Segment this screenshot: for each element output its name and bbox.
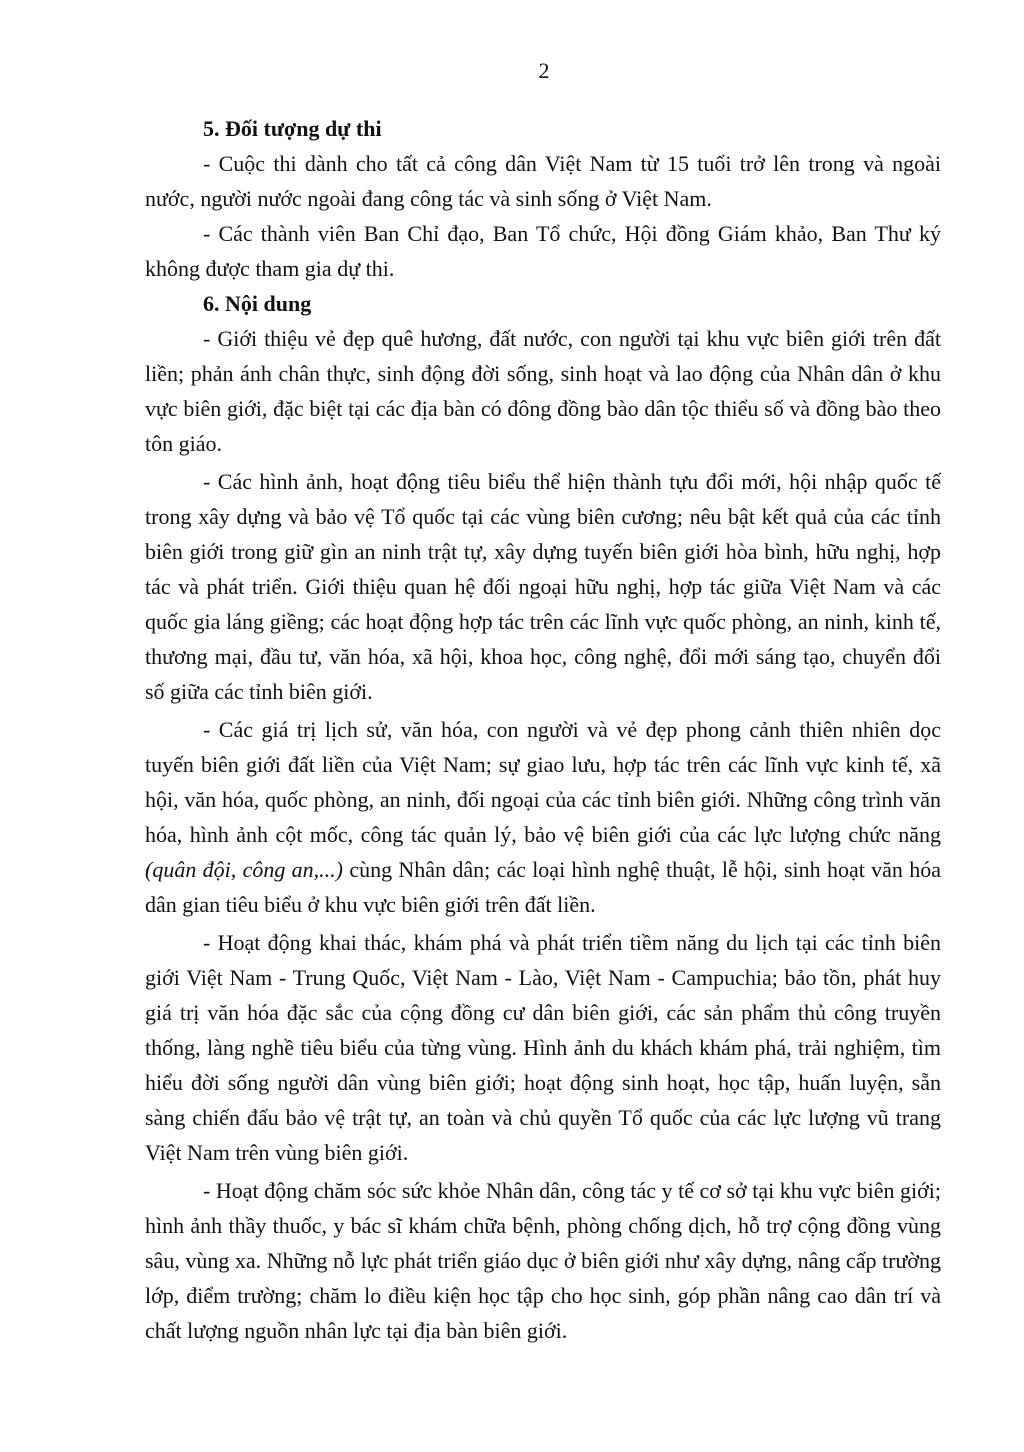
paragraph: - Giới thiệu vẻ đẹp quê hương, đất nước, con người tại khu vực biên giới trên đất liền; phản ánh chân thực, sinh động đời sống, sinh hoạt và lao động của Nhân dân ở khu vực biên giới, đặc biệt tại các địa bàn có đông đồng bào dân tộc thiểu số và đồng bào theo tôn giáo. [145, 326, 941, 456]
section-heading-participants: 5. Đối tượng dự thi [203, 116, 382, 141]
paragraph-text: - Các giá trị lịch sử, văn hóa, con người và vẻ đẹp phong cảnh thiên nhiên dọc tuyến biên giới đất liền của Việt Nam; sự giao lưu, hợp tác trên các lĩnh vực kinh tế, xã hội, văn hóa, quốc phòng, an ninh, đối ngoại của các tỉnh biên giới. Những công trình văn hóa, hình ảnh cột mốc, công tác quản lý, bảo vệ biên giới của các lực lượng chức năng [145, 717, 941, 847]
section-heading-content: 6. Nội dung [203, 291, 312, 316]
paragraph: - Hoạt động khai thác, khám phá và phát triển tiềm năng du lịch tại các tỉnh biên giới Việt Nam - Trung Quốc, Việt Nam - Lào, Việt Nam - Campuchia; bảo tồn, phát huy giá trị văn hóa đặc sắc của cộng đồng cư dân biên giới, các sản phẩm thủ công truyền thống, làng nghề tiêu biểu của từng vùng. Hình ảnh du khách khám phá, trải nghiệm, tìm hiểu đời sống người dân vùng biên giới; hoạt động sinh hoạt, học tập, huấn luyện, sẵn sàng chiến đấu bảo vệ trật tự, an toàn và chủ quyền Tổ quốc của các lực lượng vũ trang Việt Nam trên vùng biên giới. [145, 930, 941, 1165]
paragraph: - Hoạt động chăm sóc sức khỏe Nhân dân, công tác y tế cơ sở tại khu vực biên giới; hình ảnh thầy thuốc, y bác sĩ khám chữa bệnh, phòng chống dịch, hỗ trợ cộng đồng vùng sâu, vùng xa. Những nỗ lực phát triển giáo dục ở biên giới như xây dựng, nâng cấp trường lớp, điểm trường; chăm lo điều kiện học tập cho học sinh, góp phần nâng cao dân trí và chất lượng nguồn nhân lực tại địa bàn biên giới. [145, 1178, 941, 1343]
page-number: 2 [538, 58, 550, 83]
italic-note: (quân đội, công an,...) [145, 857, 343, 882]
paragraph: - Cuộc thi dành cho tất cả công dân Việt Nam từ 15 tuổi trở lên trong và ngoài nước, người nước ngoài đang công tác và sinh sống ở Việt Nam. [145, 151, 941, 211]
paragraph: - Các hình ảnh, hoạt động tiêu biểu thể hiện thành tựu đổi mới, hội nhập quốc tế trong xây dựng và bảo vệ Tổ quốc tại các vùng biên cương; nêu bật kết quả của các tỉnh biên giới trong giữ gìn an ninh trật tự, xây dựng tuyến biên giới hòa bình, hữu nghị, hợp tác và phát triển. Giới thiệu quan hệ đối ngoại hữu nghị, hợp tác giữa Việt Nam và các quốc gia láng giềng; các hoạt động hợp tác trên các lĩnh vực quốc phòng, an ninh, kinh tế, thương mại, đầu tư, văn hóa, xã hội, khoa học, công nghệ, đổi mới sáng tạo, chuyển đổi số giữa các tỉnh biên giới. [145, 469, 941, 704]
paragraph-text: cùng Nhân dân; các loại hình nghệ thuật, lễ hội, sinh hoạt văn hóa dân gian tiêu biểu ở khu vực biên giới trên đất liền. [145, 857, 942, 917]
paragraph: - Các thành viên Ban Chỉ đạo, Ban Tổ chức, Hội đồng Giám khảo, Ban Thư ký không được tham gia dự thi. [145, 221, 941, 281]
paragraph [145, 712, 941, 922]
document-body [145, 111, 941, 1348]
